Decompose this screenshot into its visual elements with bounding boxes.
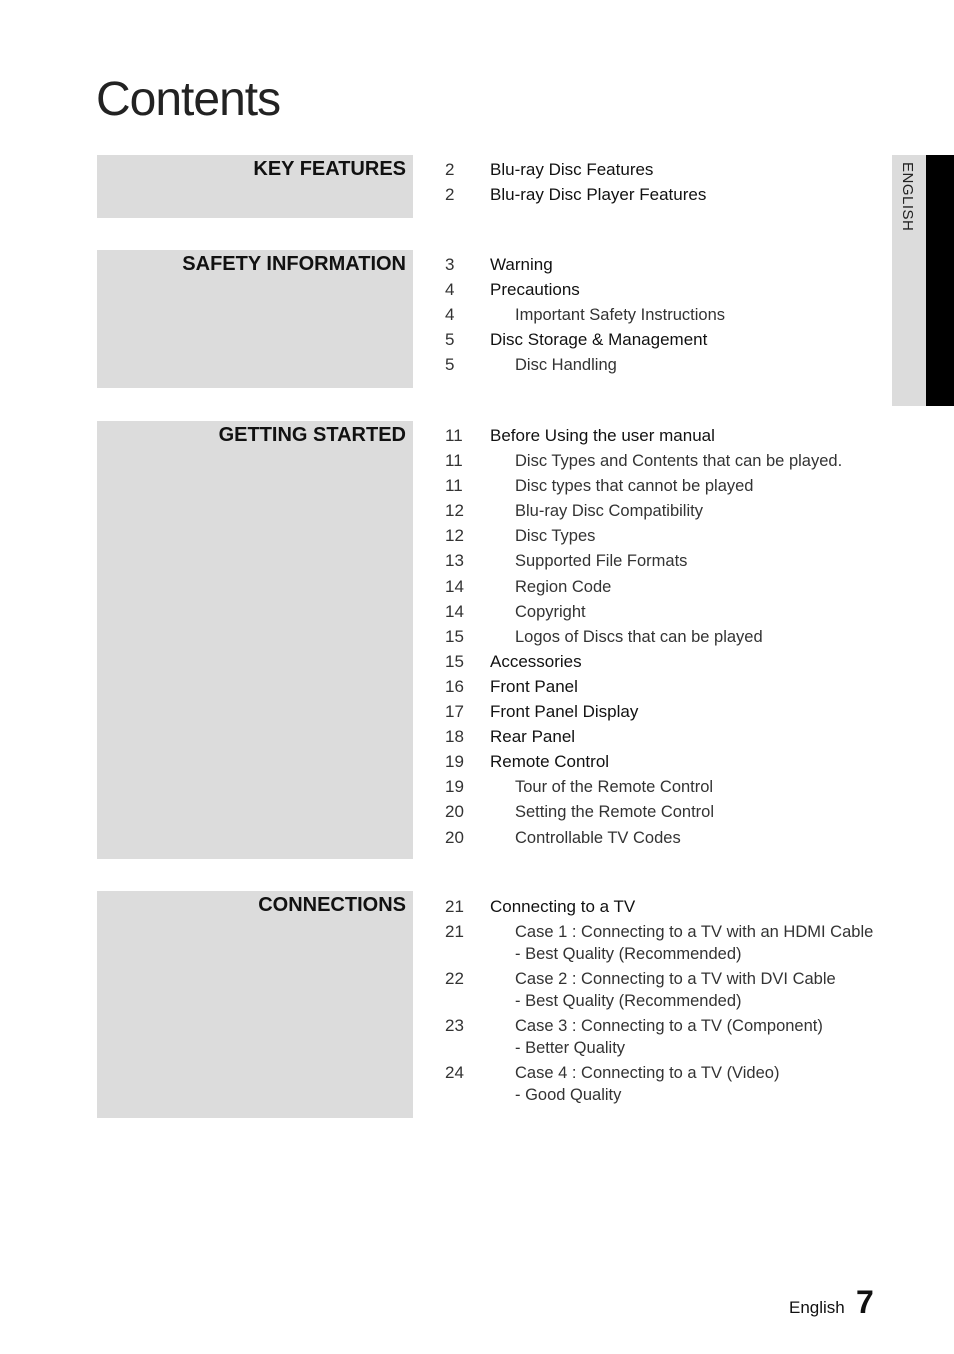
footer-language: English (789, 1298, 845, 1317)
toc-entry-title-line: Case 4 : Connecting to a TV (Video) (515, 1064, 780, 1083)
toc-entry-title (515, 525, 885, 547)
toc-entry-page: 24 (445, 1063, 464, 1083)
toc-entry-page: 4 (445, 305, 455, 325)
toc-entry-title-line: Disc Types and Contents that can be played. (515, 452, 843, 471)
toc-entry-title-line: Disc Storage & Management (490, 330, 708, 350)
toc-entry-title-continuation: - Better Quality (515, 1039, 626, 1058)
toc-entry-page: 11 (445, 451, 463, 471)
toc-entry-title (515, 500, 885, 522)
toc-entry (445, 159, 885, 184)
toc-entry-page: 5 (445, 355, 455, 375)
toc-entry-page: 11 (445, 476, 463, 496)
toc-entry-page: 20 (445, 802, 464, 822)
toc-entry-title-continuation: - Good Quality (515, 1086, 622, 1105)
toc-list-getting-started (445, 425, 885, 852)
toc-entry (445, 776, 885, 801)
toc-entry-page: 4 (445, 280, 455, 300)
toc-entry-title-line: Blu-ray Disc Compatibility (515, 502, 703, 521)
language-tab-marker (926, 155, 954, 406)
toc-entry (445, 450, 885, 475)
toc-entry-page: 12 (445, 526, 464, 546)
toc-entry (445, 329, 885, 354)
toc-entry (445, 1062, 885, 1109)
section-getting-started (97, 421, 413, 859)
toc-entry-title-line: Disc Handling (515, 356, 617, 375)
toc-list-safety-information (445, 254, 885, 379)
toc-entry (445, 525, 885, 550)
toc-entry-title-line: Case 2 : Connecting to a TV with DVI Cable (515, 970, 836, 989)
section-safety-information (97, 250, 413, 388)
toc-entry (445, 601, 885, 626)
toc-entry (445, 827, 885, 852)
toc-entry (445, 475, 885, 500)
toc-entry (445, 968, 885, 1015)
toc-entry-page: 2 (445, 160, 455, 179)
toc-entry (445, 751, 885, 776)
toc-entry-title (515, 550, 885, 572)
toc-entry-title (515, 776, 885, 798)
toc-entry-page: 17 (445, 702, 464, 722)
toc-entry (445, 651, 885, 676)
toc-entry-title-line: Important Safety Instructions (515, 306, 726, 325)
toc-entry (445, 354, 885, 379)
toc-entry-title (490, 329, 885, 351)
toc-entry-title (515, 1015, 885, 1059)
toc-entry-title (490, 651, 885, 673)
toc-entry-title-line: Case 1 : Connecting to a TV with an HDMI Cable (515, 923, 874, 942)
toc-entry (445, 279, 885, 304)
toc-entry-title (490, 279, 885, 301)
toc-entry-title (490, 425, 885, 447)
section-connections (97, 891, 413, 1118)
toc-entry-title-line: Region Code (515, 577, 612, 596)
toc-entry-title-line: Blu-ray Disc Features (490, 160, 654, 179)
toc-entry-title (490, 184, 885, 206)
toc-entry-title (515, 601, 885, 623)
toc-entry (445, 576, 885, 601)
toc-entry-title-line: Remote Control (490, 752, 610, 772)
toc-entry-title-line: Rear Panel (490, 727, 576, 747)
toc-entry (445, 500, 885, 525)
toc-entry (445, 626, 885, 651)
toc-entry (445, 801, 885, 826)
language-tab-label: ENGLISH (899, 162, 916, 232)
toc-entry-page: 15 (445, 626, 464, 646)
section-heading-connections: CONNECTIONS (258, 894, 406, 916)
toc-entry-title (515, 475, 885, 497)
toc-entry-title-line: Before Using the user manual (490, 426, 715, 445)
toc-entry (445, 701, 885, 726)
toc-entry-title (515, 801, 885, 823)
toc-entry-title-line: Supported File Formats (515, 552, 688, 571)
section-heading-key-features: KEY FEATURES (253, 158, 406, 180)
toc-entry-title-line: Front Panel (490, 676, 578, 696)
toc-entry (445, 254, 885, 279)
toc-entry-page: 18 (445, 727, 464, 747)
toc-entry-title-line: Accessories (490, 651, 582, 671)
toc-entry (445, 425, 885, 450)
toc-entry-title-line: Copyright (515, 602, 586, 621)
toc-entry-title (515, 1062, 885, 1106)
toc-entry-title-line: Disc Types (515, 527, 596, 546)
toc-entry-title-continuation: - Best Quality (Recommended) (515, 992, 742, 1011)
toc-entry-page: 19 (445, 777, 464, 797)
toc-entry-page: 16 (445, 676, 464, 696)
toc-entry-page: 21 (445, 897, 464, 916)
toc-entry-title-line: Logos of Discs that can be played (515, 627, 763, 646)
toc-entry-title (490, 726, 885, 748)
toc-entry-page: 22 (445, 969, 464, 989)
toc-list-key-features (445, 159, 885, 209)
toc-entry-title (515, 827, 885, 849)
toc-entry-title (515, 921, 885, 965)
toc-entry (445, 1015, 885, 1062)
toc-entry-page: 20 (445, 827, 464, 847)
toc-entry-title (490, 254, 885, 276)
toc-entry-title (490, 701, 885, 723)
toc-entry (445, 184, 885, 209)
section-key-features (97, 155, 413, 218)
toc-entry-page: 14 (445, 576, 464, 596)
toc-entry (445, 304, 885, 329)
toc-entry-title (490, 896, 885, 918)
toc-entry-page: 2 (445, 185, 455, 205)
toc-entry-title (490, 676, 885, 698)
toc-entry-page: 12 (445, 501, 464, 521)
toc-entry-page: 11 (445, 426, 463, 445)
page-title: Contents (96, 73, 281, 126)
toc-entry-page: 19 (445, 752, 464, 772)
toc-list-connections (445, 896, 885, 1109)
toc-entry (445, 726, 885, 751)
toc-entry-page: 23 (445, 1016, 464, 1036)
toc-entry-title (515, 304, 885, 326)
toc-entry (445, 550, 885, 575)
toc-entry-title-line: Controllable TV Codes (515, 828, 681, 847)
toc-entry-page: 15 (445, 651, 464, 671)
toc-entry-title-line: Blu-ray Disc Player Features (490, 185, 707, 205)
toc-entry (445, 676, 885, 701)
toc-entry-title-continuation: - Best Quality (Recommended) (515, 945, 742, 964)
toc-entry-page: 14 (445, 601, 464, 621)
toc-entry-title (490, 751, 885, 773)
toc-entry-page: 13 (445, 551, 464, 571)
toc-entry-title (515, 354, 885, 376)
toc-entry-title (515, 626, 885, 648)
page-number: 7 (856, 1284, 874, 1320)
toc-entry (445, 896, 885, 921)
toc-entry-title-line: Connecting to a TV (490, 897, 636, 916)
section-heading-getting-started: GETTING STARTED (218, 424, 406, 446)
toc-entry-title (515, 576, 885, 598)
toc-entry-page: 5 (445, 330, 455, 350)
toc-entry-title-line: Warning (490, 255, 553, 274)
toc-entry-title-line: Front Panel Display (490, 702, 639, 722)
toc-entry (445, 921, 885, 968)
toc-entry-title-line: Disc types that cannot be played (515, 477, 754, 496)
toc-entry-title-line: Case 3 : Connecting to a TV (Component) (515, 1017, 823, 1036)
toc-entry-title (515, 450, 885, 472)
toc-entry-page: 21 (445, 922, 464, 942)
toc-entry-title-line: Tour of the Remote Control (515, 778, 714, 797)
toc-entry-page: 3 (445, 255, 455, 274)
toc-entry-title (490, 159, 885, 181)
toc-entry-title-line: Precautions (490, 280, 580, 300)
section-heading-safety-information: SAFETY INFORMATION (182, 253, 406, 275)
toc-entry-title-line: Setting the Remote Control (515, 803, 715, 822)
toc-entry-title (515, 968, 885, 1012)
